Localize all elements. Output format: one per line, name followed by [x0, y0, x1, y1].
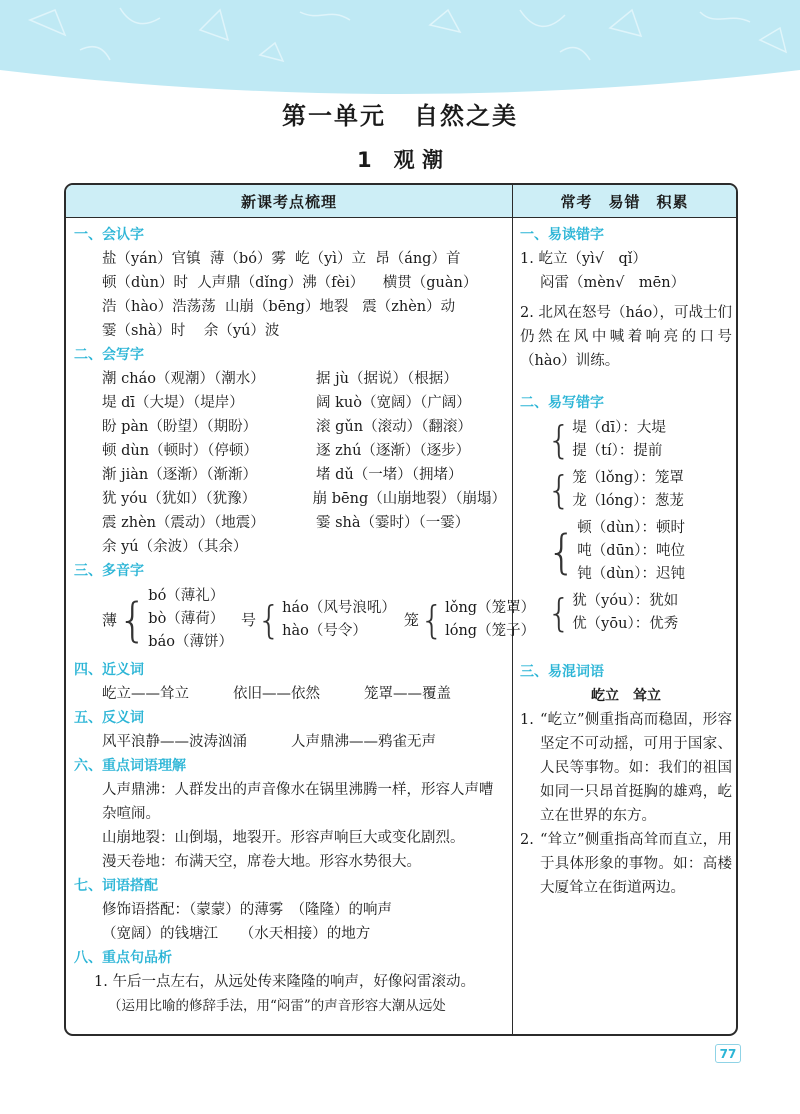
miswrite-group: { 堤（dī）：大堤 提（tí）：提前 — [547, 418, 666, 462]
recognize-line: 浩（hào）浩荡荡 山崩（bēng）地裂 震（zhèn）动 — [102, 299, 456, 315]
write-list — [74, 367, 506, 559]
miswrite-group: { 顿（dùn）：顿时 吨（dūn）：吨位 钝（dùn）：迟钝 — [547, 520, 685, 582]
confusable-subtitle: 屹立 耸立 — [591, 688, 661, 704]
definition-item: 漫天卷地：布满天空，席卷大地。形容水势很大。 — [102, 854, 421, 870]
lesson-title — [0, 144, 800, 174]
analysis-note: （运用比喻的修辞手法，用“闷雷”的声音形容大潮从远处 — [108, 998, 446, 1014]
polyphone-bo: 薄 { bó（薄礼） bò（薄荷） báo（薄饼） — [102, 588, 233, 650]
collocation-line: 修饰语搭配：（蒙蒙）的薄雾 （隆隆）的响声 — [102, 902, 392, 918]
list-item: 震 zhèn（震动）（地震） 霎 shà（霎时）（一霎） — [102, 515, 470, 531]
list-item: 犹 yóu（犹如）（犹豫） 崩 bēng（山崩地裂）（崩塌） — [102, 491, 506, 507]
misread-item: 闷雷（mèn√ mēn） — [540, 275, 686, 291]
list-item: 盼 pàn（盼望）（期盼） 滚 gǔn（滚动）（翻滚） — [102, 419, 472, 435]
lesson-name: 观 潮 — [393, 148, 443, 172]
list-item: 人声鼎沸——鸦雀无声 — [291, 734, 436, 750]
miswrite-group: { 笼（lǒng）：笼罩 龙（lóng）：葱茏 — [547, 468, 684, 512]
antonym-list — [74, 730, 506, 754]
lesson-number: 1 — [357, 148, 372, 172]
section-heading: 三、多音字 — [74, 563, 144, 579]
confusable-item: 1. “屹立”侧重指高而稳固，形容坚定不可动摇，可用于国家、人民等事物。如：我们的祖国如同一只昂首挺胸的雄鸡，屹立在世界的东方。 — [520, 712, 732, 824]
section-heading: 一、易读错字 — [520, 227, 604, 243]
key-sentence: 1. 午后一点左右，从远处传来隆隆的响声，好像闷雷滚动。 — [94, 974, 475, 990]
right-column — [520, 223, 732, 900]
misread-item: 1. 屹立（yì√ qǐ） — [520, 251, 647, 267]
section-heading: 八、重点句品析 — [74, 950, 172, 966]
left-column — [74, 223, 536, 1018]
synonym-list — [74, 682, 506, 706]
recognize-line: 霎（shà）时 余（yú）波 — [102, 323, 280, 339]
confusable-item: 2. “耸立”侧重指高耸而直立，用于具体形象的事物。如：高楼大厦耸立在街道两边。 — [520, 832, 732, 896]
list-item: 屹立——耸立 — [102, 686, 189, 702]
recognize-line: 顿（dùn）时 人声鼎（dǐng）沸（fèi） 横贯（guàn） — [102, 275, 478, 291]
list-item: 风平浪静——波涛汹涌 — [102, 734, 247, 750]
section-heading: 一、会认字 — [74, 227, 144, 243]
list-item: 顿 dùn（顿时）（停顿） 逐 zhú（逐渐）（逐步） — [102, 443, 471, 459]
section-heading: 四、近义词 — [74, 662, 144, 678]
unit-title — [0, 96, 800, 131]
section-heading: 六、重点词语理解 — [74, 758, 186, 774]
polyphone-long: 笼 { lǒng（笼罩） lóng（笼子） — [403, 597, 536, 642]
list-item: 渐 jiàn（逐渐）（渐渐） 堵 dǔ（一堵）（拥堵） — [102, 467, 463, 483]
misread-item: 2. 北风在怒号（háo），可战士们仍然在风中喊着响亮的口号（hào）训练。 — [520, 305, 732, 369]
left-column-header: 新课考点梳理 — [66, 185, 512, 218]
decorative-top-band — [0, 0, 800, 96]
right-column-header: 常考 易错 积累 — [513, 185, 736, 218]
page-number: 77 — [715, 1044, 741, 1063]
polyphone-hao: 号 { háo（风号浪吼） hào（号令） — [240, 597, 396, 642]
list-item: 余 yú（余波）（其余） — [102, 539, 248, 555]
list-item: 依旧——依然 — [233, 686, 320, 702]
polyphone-group — [102, 585, 536, 654]
list-item: 堤 dī（大堤）（堤岸） 阔 kuò（宽阔）（广阔） — [102, 395, 471, 411]
recognize-line: 盐（yán）官镇 薄（bó）雾 屹（yì）立 昂（áng）首 — [102, 251, 461, 267]
miswrite-group: { 犹（yóu）：犹如 优（yōu）：优秀 — [547, 591, 679, 635]
list-item: 潮 cháo（观潮）（潮水） 据 jù（据说）（根据） — [102, 371, 458, 387]
unit-name: 自然之美 — [414, 102, 518, 130]
section-heading: 三、易混词语 — [520, 664, 604, 680]
section-heading: 五、反义词 — [74, 710, 144, 726]
section-heading: 七、词语搭配 — [74, 878, 158, 894]
definition-item: 山崩地裂：山倒塌，地裂开。形容声响巨大或变化剧烈。 — [102, 830, 465, 846]
section-heading: 二、易写错字 — [520, 395, 604, 411]
section-heading: 二、会写字 — [74, 347, 144, 363]
definition-item: 人声鼎沸：人群发出的声音像水在锅里沸腾一样，形容人声嘈杂喧闹。 — [102, 782, 494, 822]
list-item: 笼罩——覆盖 — [364, 686, 451, 702]
collocation-line: （宽阔）的钱塘江 （水天相接）的地方 — [102, 926, 371, 942]
unit-label: 第一单元 — [282, 102, 386, 130]
content-frame — [64, 183, 738, 1036]
